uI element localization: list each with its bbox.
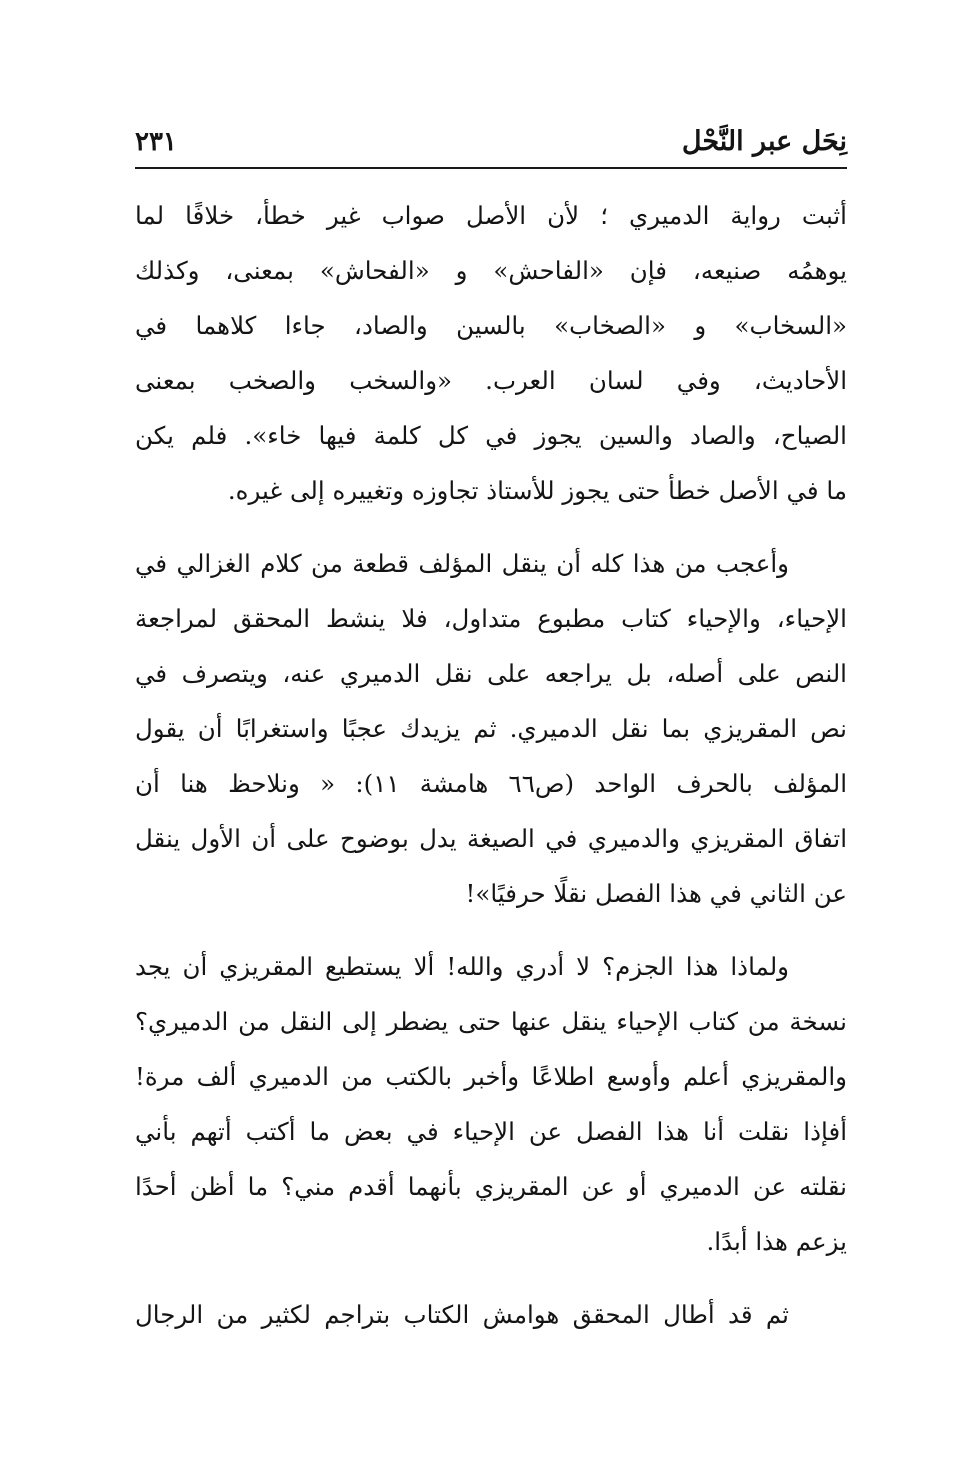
text-line: ثم قد أطال المحقق هوامش الكتاب بتراجم لكثير من الرجال <box>135 1300 789 1329</box>
header-rule <box>135 167 847 169</box>
paragraph-gap <box>135 1269 847 1287</box>
text-line: الصياح، والصاد والسين يجوز في كل كلمة فيها خاء». فلم يكن <box>135 421 847 450</box>
text-line: نقلته عن الدميري أو عن المقريزي بأنهما أقدم مني؟ ما أظن أحدًا <box>135 1172 847 1201</box>
text-line: عن الثاني في هذا الفصل نقلًا حرفيًا»! <box>465 879 847 908</box>
text-line: أفإذا نقلت أنا هذا الفصل عن الإحياء في بعض ما أكتب أتهم بأني <box>135 1117 847 1146</box>
paragraph-3 <box>135 939 847 1269</box>
page-header <box>135 118 847 162</box>
running-title: نِحَل عبر النَّحْل <box>681 126 847 157</box>
text-line: والمقريزي أعلم وأوسع اطلاعًا وأخبر بالكتب من الدميري ألف مرة! <box>135 1062 847 1091</box>
paragraph-4 <box>135 1287 847 1342</box>
paragraph-gap <box>135 921 847 939</box>
body-text <box>135 188 847 1342</box>
text-line: نص المقريزي بما نقل الدميري. ثم يزيدك عجبًا واستغرابًا أن يقول <box>135 714 847 743</box>
text-line: ولماذا هذا الجزم؟ لا أدري والله! ألا يستطيع المقريزي أن يجد <box>135 952 789 981</box>
paragraph-1 <box>135 188 847 518</box>
text-line: الإحياء، والإحياء كتاب مطبوع متداول، فلا ينشط المحقق لمراجعة <box>135 604 847 633</box>
text-line: النص على أصله، بل يراجعه على نقل الدميري عنه، ويتصرف في <box>135 659 847 688</box>
text-line: اتفاق المقريزي والدميري في الصيغة يدل بوضوح على أن الأول ينقل <box>135 824 847 853</box>
text-line: ما في الأصل خطأ حتى يجوز للأستاذ تجاوزه وتغييره إلى غيره. <box>227 476 847 505</box>
page-number: ٢٣١ <box>135 127 177 157</box>
text-line: المؤلف بالحرف الواحد (ص٦٦ هامشة ١١): « ونلاحظ هنا أن <box>135 769 847 798</box>
text-line: الأحاديث، وفي لسان العرب. «والسخب والصخب بمعنى <box>135 366 847 395</box>
text-line: يوهمُه صنيعه، فإن «الفاحش» و «الفحاش» بمعنى، وكذلك <box>135 256 847 285</box>
text-line: وأعجب من هذا كله أن ينقل المؤلف قطعة من كلام الغزالي في <box>135 549 789 578</box>
paragraph-gap <box>135 518 847 536</box>
text-line: «السخاب» و «الصخاب» بالسين والصاد، جاءا كلاهما في <box>135 311 847 340</box>
text-line: أثبت رواية الدميري ؛ لأن الأصل صواب غير خطأ، خلافًا لما <box>135 201 847 230</box>
paragraph-2 <box>135 536 847 921</box>
text-line: نسخة من كتاب الإحياء ينقل عنها حتى يضطر إلى النقل من الدميري؟ <box>135 1007 847 1036</box>
text-line: يزعم هذا أبدًا. <box>706 1227 847 1256</box>
